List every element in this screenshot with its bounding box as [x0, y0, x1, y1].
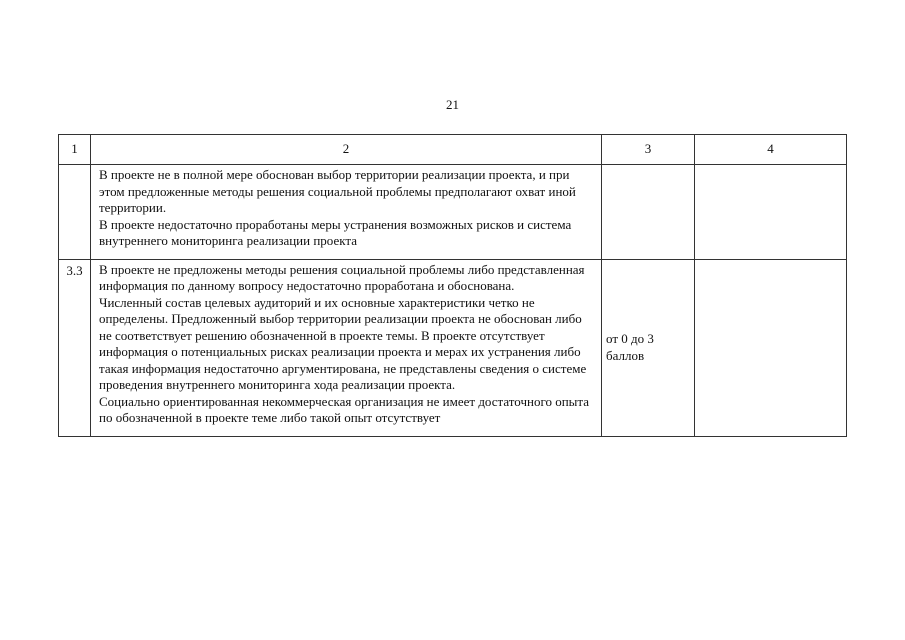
header-cell-2: 2 [91, 135, 602, 165]
column-4-cell [695, 259, 847, 436]
criteria-paragraph: В проекте не предложены методы решения социальной проблемы либо представленная информация по данному вопросу недостаточно проработана и обоснована. [99, 261, 585, 293]
table-row [59, 165, 847, 260]
row-number-cell [59, 165, 91, 260]
criteria-paragraph: В проекте не в полной мере обоснован выбор территории реализации проекта, и при этом предложенные методы решения социальной проблемы предполагают охват иной территории. [99, 167, 576, 215]
criteria-table [58, 134, 847, 437]
criteria-paragraph: Социально ориентированная некоммерческая организация не имеет достаточного опыта по обозначенной в проекте теме либо такой опыт отсутствует [99, 393, 590, 425]
header-cell-4: 4 [695, 135, 847, 165]
header-cell-3: 3 [602, 135, 695, 165]
score-cell [602, 165, 695, 260]
table-header-row [59, 135, 847, 165]
criteria-paragraph: Численный состав целевых аудиторий и их основные характеристики четко не определены. Предложенный выбор территории реализации проекта не обоснован либо не соответствует решению обозначенной в проекте темы. В проекте отсутствует информация о потенциальных рисках реализации проекта и мерах их устранения либо такая информация недостаточно аргументирована, не представлены сведения о системе проведения внутреннего мониторинга хода реализации проекта. [99, 294, 587, 392]
criteria-text-cell [91, 259, 602, 436]
row-number-cell: 3.3 [59, 259, 91, 436]
score-cell: от 0 до 3 баллов [602, 259, 695, 436]
criteria-paragraph: В проекте недостаточно проработаны меры устранения возможных рисков и система внутреннего мониторинга реализации проекта [99, 216, 572, 248]
criteria-text-cell [91, 165, 602, 260]
column-4-cell [695, 165, 847, 260]
table-row [59, 259, 847, 436]
header-cell-1: 1 [59, 135, 91, 165]
page-number: 21 [446, 97, 459, 112]
